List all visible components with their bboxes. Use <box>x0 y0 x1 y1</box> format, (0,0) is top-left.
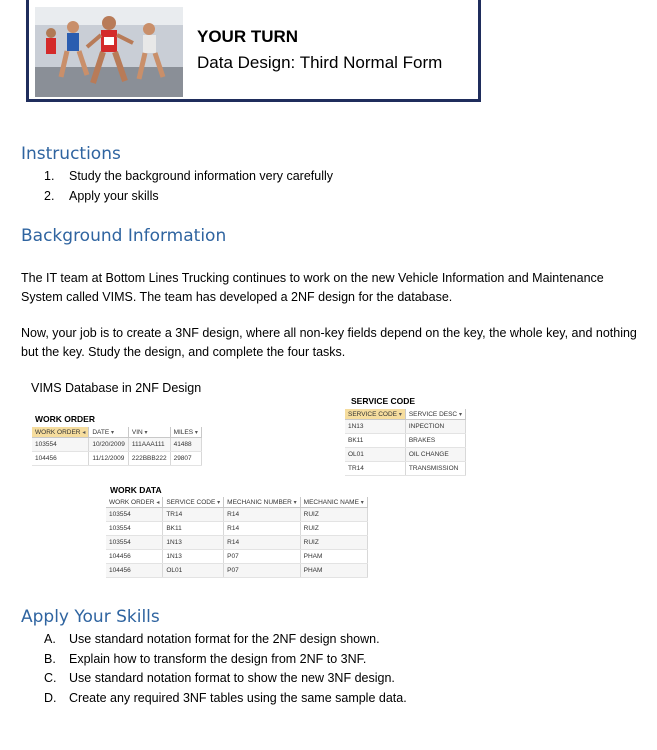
list-item <box>44 632 407 652</box>
list-text: Explain how to transform the design from 2NF to 3NF. <box>69 651 367 666</box>
table-row <box>32 438 201 452</box>
instructions-heading: Instructions <box>21 144 121 164</box>
table-cell: R14 <box>224 522 300 536</box>
table-cell: PHAM <box>300 564 367 578</box>
table-cell: BK11 <box>345 434 405 448</box>
table-cell: P07 <box>224 564 300 578</box>
list-text: Create any required 3NF tables using the same sample data. <box>69 690 407 705</box>
table-header <box>32 427 201 438</box>
table-cell: RUIZ <box>300 508 367 522</box>
table-cell: TR14 <box>163 508 224 522</box>
column-header[interactable]: SERVICE CODE ▾ <box>345 409 405 420</box>
table-cell: 104456 <box>106 550 163 564</box>
background-paragraph-2: Now, your job is to create a 3NF design, where all non-key fields depend on the key, the whole key, and nothing but the key. Study the design, and complete the four tasks. <box>21 326 637 359</box>
title-banner <box>26 0 481 102</box>
work-order-table <box>32 427 202 466</box>
apply-list <box>44 632 407 710</box>
service-code-title: SERVICE CODE <box>351 396 416 406</box>
table-cell: 1N13 <box>345 420 405 434</box>
list-letter: B. <box>44 651 56 666</box>
list-letter: A. <box>44 632 56 646</box>
table-cell: 103554 <box>106 508 163 522</box>
table-row <box>106 508 367 522</box>
table-cell: 104456 <box>106 564 163 578</box>
figure-caption: VIMS Database in 2NF Design <box>31 381 202 395</box>
table-cell: TR14 <box>345 462 405 476</box>
list-text: Use standard notation format to show the new 3NF design. <box>69 671 395 685</box>
table-cell: P07 <box>224 550 300 564</box>
table-cell: 10/20/2009 <box>89 438 129 452</box>
table-row <box>345 462 465 476</box>
table-cell: R14 <box>224 508 300 522</box>
table-cell: TRANSMISSION <box>405 462 465 476</box>
column-header[interactable]: MECHANIC NUMBER ▾ <box>224 497 300 508</box>
table-cell: 222BBB222 <box>128 452 170 466</box>
table-row <box>106 522 367 536</box>
table-cell: 11/12/2009 <box>89 452 129 466</box>
table-cell: OL01 <box>163 564 224 578</box>
table-row <box>106 550 367 564</box>
table-row <box>106 536 367 550</box>
list-number: 2. <box>44 188 55 203</box>
list-text: Use standard notation format for the 2NF design shown. <box>69 632 380 646</box>
table-row <box>345 448 465 462</box>
work-data-title: WORK DATA <box>110 485 162 495</box>
column-header[interactable]: VIN ▾ <box>128 427 170 438</box>
background-paragraph-1: The IT team at Bottom Lines Trucking continues to work on the new Vehicle Information and Maintenance System called VIMS. The team has developed a 2NF design for the database. <box>21 271 604 304</box>
table-cell: 1N13 <box>163 536 224 550</box>
table-cell: PHAM <box>300 550 367 564</box>
table-cell: 41488 <box>170 438 201 452</box>
table-row <box>106 564 367 578</box>
table-cell: INPECTION <box>405 420 465 434</box>
list-item <box>44 691 407 711</box>
table-cell: BRAKES <box>405 434 465 448</box>
list-item <box>44 652 407 672</box>
runners-illustration <box>35 7 183 97</box>
list-text: Apply your skills <box>69 188 159 203</box>
table-cell: RUIZ <box>300 522 367 536</box>
work-data-table <box>106 497 368 578</box>
apply-heading: Apply Your Skills <box>21 607 160 627</box>
column-header[interactable]: WORK ORDER ◂ <box>106 497 163 508</box>
table-cell: OIL CHANGE <box>405 448 465 462</box>
column-header[interactable]: DATE ▾ <box>89 427 129 438</box>
column-header[interactable]: MECHANIC NAME ▾ <box>300 497 367 508</box>
list-text: Study the background information very carefully <box>69 169 334 183</box>
list-letter: D. <box>44 690 57 705</box>
table-cell: 103554 <box>32 438 89 452</box>
column-header[interactable]: SERVICE CODE ▾ <box>163 497 224 508</box>
list-item <box>44 671 407 691</box>
table-cell: 29807 <box>170 452 201 466</box>
table-cell: OL01 <box>345 448 405 462</box>
table-cell: 104456 <box>32 452 89 466</box>
table-cell: R14 <box>224 536 300 550</box>
table-header <box>345 409 465 420</box>
table-row <box>32 452 201 466</box>
table-row <box>345 420 465 434</box>
table-cell: 111AAA111 <box>128 438 170 452</box>
table-cell: RUIZ <box>300 536 367 550</box>
list-item <box>44 169 333 189</box>
instructions-list <box>44 169 333 208</box>
table-cell: 103554 <box>106 536 163 550</box>
table-row <box>345 434 465 448</box>
work-order-title: WORK ORDER <box>35 414 95 424</box>
table-header <box>106 497 367 508</box>
list-number: 1. <box>44 169 55 183</box>
table-cell: 1N13 <box>163 550 224 564</box>
column-header[interactable]: WORK ORDER ◂ <box>32 427 89 438</box>
list-letter: C. <box>44 671 57 685</box>
table-cell: 103554 <box>106 522 163 536</box>
column-header[interactable]: SERVICE DESC ▾ <box>405 409 465 420</box>
list-item <box>44 189 333 209</box>
banner-subtitle: Data Design: Third Normal Form <box>197 53 443 72</box>
runners-photo <box>35 7 183 97</box>
table-cell: BK11 <box>163 522 224 536</box>
banner-title: YOUR TURN <box>197 27 299 46</box>
column-header[interactable]: MILES ▾ <box>170 427 201 438</box>
background-heading: Background Information <box>21 226 227 246</box>
service-code-table <box>345 409 466 476</box>
